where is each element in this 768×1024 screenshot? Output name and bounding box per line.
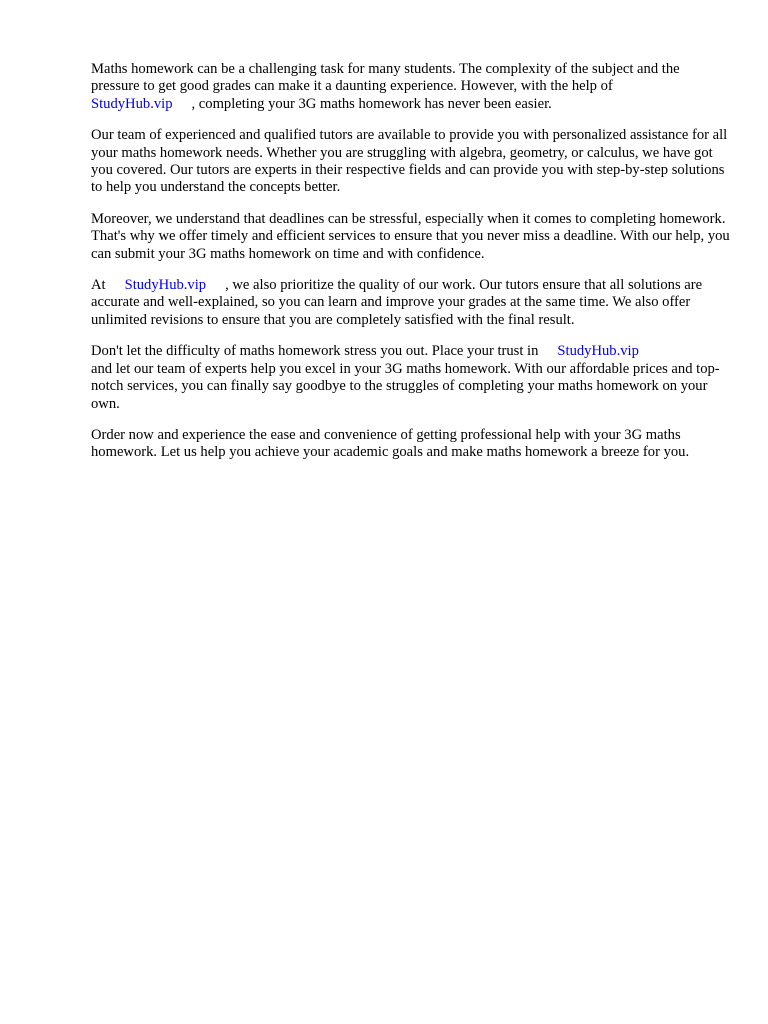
paragraph-tutors: Our team of experienced and qualified tutors are available to provide you with personalized assistance for all your maths homework needs. Whether you are struggling with algebra, geometry, or calculus, we have got you covered. Our tutors are experts in their respective fields and can provide you with step-by-step solutions to help you understand the concepts better. [91, 127, 728, 196]
paragraph-intro-text-after: , completing your 3G maths homework has never been easier. [191, 95, 552, 112]
paragraph-intro [91, 61, 731, 113]
paragraph-quality [91, 277, 731, 329]
studyhub-link-1[interactable]: StudyHub.vip [91, 95, 173, 112]
paragraph-deadlines: Moreover, we understand that deadlines can be stressful, especially when it comes to completing homework. That's why we offer timely and efficient services to ensure that you never miss a deadline. With our help, you can submit your 3G maths homework on time and with confidence. [91, 210, 730, 262]
document-body [91, 61, 731, 476]
studyhub-link-2[interactable]: StudyHub.vip [124, 277, 207, 294]
paragraph-quality-text-after: , we also prioritize the quality of our work. Our tutors ensure that all solutions are accurate and well-explained, so you can learn and improve your grades at the same time. We also offer unlimited revisions to ensure that you are completely satisfied with the final result. [91, 277, 703, 328]
studyhub-link-3[interactable]: StudyHub.vip [557, 343, 639, 360]
paragraph-order: Order now and experience the ease and convenience of getting professional help with your 3G maths homework. Let us help you achieve your academic goals and make maths homework a breeze for you. [91, 426, 690, 461]
paragraph-trust [91, 343, 731, 413]
paragraph-intro-text-before: Maths homework can be a challenging task for many students. The complexity of the subject and the pressure to get good grades can make it a daunting experience. However, with the help of [91, 61, 680, 95]
paragraph-quality-text-before: At [91, 277, 106, 294]
paragraph-trust-text-before: Don't let the difficulty of maths homework stress you out. Place your trust in [91, 343, 539, 360]
paragraph-trust-text-after: and let our team of experts help you excel in your 3G maths homework. With our affordable prices and top-notch services, you can finally say goodbye to the struggles of completing your maths homework on your own. [91, 360, 720, 412]
